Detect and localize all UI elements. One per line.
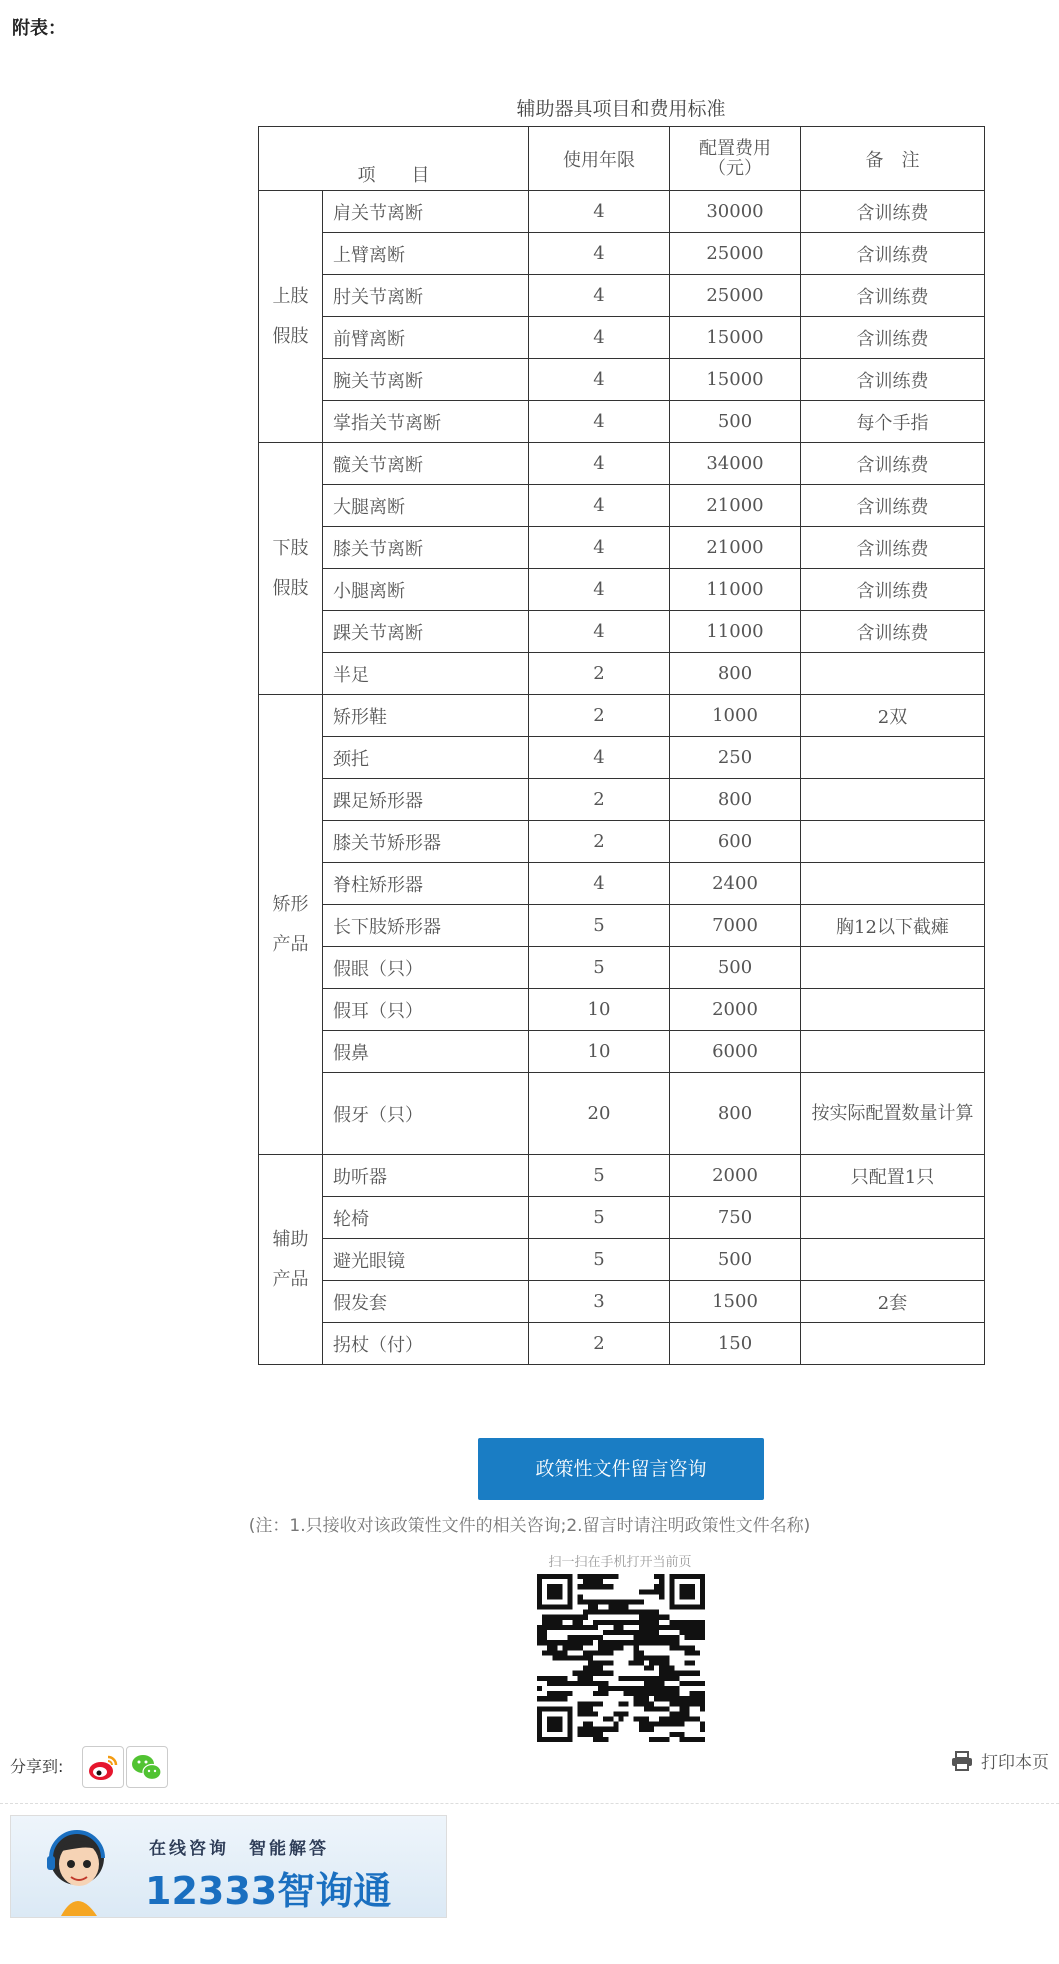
years-cell: 4	[529, 485, 670, 527]
cost-cell: 500	[670, 401, 801, 443]
note-cell	[801, 1031, 985, 1073]
item-cell: 腕关节离断	[323, 359, 529, 401]
table-row	[259, 527, 985, 569]
printer-icon	[951, 1751, 973, 1771]
years-cell: 4	[529, 527, 670, 569]
note-cell	[801, 821, 985, 863]
item-cell: 小腿离断	[323, 569, 529, 611]
cost-cell: 800	[670, 779, 801, 821]
years-cell: 5	[529, 1197, 670, 1239]
years-cell: 4	[529, 569, 670, 611]
wechat-icon	[127, 1747, 167, 1787]
years-cell: 5	[529, 1155, 670, 1197]
share-label: 分享到:	[10, 1757, 64, 1776]
consult-button[interactable]: 政策性文件留言咨询	[478, 1438, 764, 1500]
item-cell: 假发套	[323, 1281, 529, 1323]
item-cell: 踝足矫形器	[323, 779, 529, 821]
note-cell	[801, 653, 985, 695]
cost-cell: 21000	[670, 485, 801, 527]
cost-cell: 500	[670, 1239, 801, 1281]
years-cell: 4	[529, 443, 670, 485]
banner-brand: 12333智询通	[145, 1869, 392, 1913]
note-cell: 含训练费	[801, 527, 985, 569]
years-cell: 3	[529, 1281, 670, 1323]
cost-cell: 2000	[670, 989, 801, 1031]
note-cell	[801, 779, 985, 821]
table-row	[259, 905, 985, 947]
cost-cell: 150	[670, 1323, 801, 1365]
item-cell: 肘关节离断	[323, 275, 529, 317]
years-cell: 4	[529, 737, 670, 779]
header-item: 项 目	[259, 127, 529, 191]
table-row	[259, 1197, 985, 1239]
years-cell: 5	[529, 1239, 670, 1281]
years-cell: 20	[529, 1073, 670, 1155]
item-cell: 避光眼镜	[323, 1239, 529, 1281]
years-cell: 2	[529, 1323, 670, 1365]
years-cell: 4	[529, 275, 670, 317]
cost-cell: 15000	[670, 359, 801, 401]
item-cell: 大腿离断	[323, 485, 529, 527]
years-cell: 4	[529, 317, 670, 359]
table-title: 辅助器具项目和费用标准	[516, 98, 726, 120]
table-row	[259, 443, 985, 485]
note-cell: 胸12以下截瘫	[801, 905, 985, 947]
item-cell: 掌指关节离断	[323, 401, 529, 443]
cost-cell: 250	[670, 737, 801, 779]
item-cell: 半足	[323, 653, 529, 695]
note-cell: 含训练费	[801, 359, 985, 401]
years-cell: 5	[529, 947, 670, 989]
item-cell: 矫形鞋	[323, 695, 529, 737]
table-row	[259, 989, 985, 1031]
table-row	[259, 569, 985, 611]
table-row	[259, 947, 985, 989]
years-cell: 2	[529, 821, 670, 863]
table-row	[259, 779, 985, 821]
table-row	[259, 1073, 985, 1155]
years-cell: 2	[529, 779, 670, 821]
banner-slogan: 在线咨询 智能解答	[149, 1839, 329, 1859]
cost-cell: 7000	[670, 905, 801, 947]
item-cell: 踝关节离断	[323, 611, 529, 653]
years-cell: 10	[529, 989, 670, 1031]
years-cell: 2	[529, 653, 670, 695]
cost-cell: 15000	[670, 317, 801, 359]
item-cell: 假牙（只）	[323, 1073, 529, 1155]
table-row	[259, 695, 985, 737]
years-cell: 10	[529, 1031, 670, 1073]
note-cell	[801, 989, 985, 1031]
print-label: 打印本页	[981, 1753, 1049, 1773]
cost-cell: 11000	[670, 569, 801, 611]
table-row	[259, 737, 985, 779]
note-cell: 含训练费	[801, 611, 985, 653]
cost-cell: 34000	[670, 443, 801, 485]
years-cell: 4	[529, 191, 670, 233]
item-cell: 上臂离断	[323, 233, 529, 275]
table-row	[259, 233, 985, 275]
table-row	[259, 1239, 985, 1281]
table-header-row	[259, 127, 985, 191]
item-cell: 助听器	[323, 1155, 529, 1197]
cost-cell: 750	[670, 1197, 801, 1239]
item-cell: 前臂离断	[323, 317, 529, 359]
item-cell: 假鼻	[323, 1031, 529, 1073]
cost-cell: 25000	[670, 233, 801, 275]
cost-cell: 1000	[670, 695, 801, 737]
wechat-share-button[interactable]	[126, 1746, 168, 1788]
weibo-share-button[interactable]	[82, 1746, 124, 1788]
note-cell: 含训练费	[801, 569, 985, 611]
attachment-label: 附表：	[12, 18, 66, 39]
cost-cell: 2400	[670, 863, 801, 905]
note-cell	[801, 947, 985, 989]
note-cell: 2套	[801, 1281, 985, 1323]
note-cell: 只配置1只	[801, 1155, 985, 1197]
note-cell: 含训练费	[801, 191, 985, 233]
customer-service-avatar-icon	[33, 1822, 125, 1916]
table-row	[259, 401, 985, 443]
cost-cell: 11000	[670, 611, 801, 653]
note-cell	[801, 863, 985, 905]
item-cell: 髋关节离断	[323, 443, 529, 485]
cost-cell: 600	[670, 821, 801, 863]
table-row	[259, 821, 985, 863]
table-row	[259, 1323, 985, 1365]
item-cell: 假耳（只）	[323, 989, 529, 1031]
table-row	[259, 485, 985, 527]
item-cell: 膝关节矫形器	[323, 821, 529, 863]
item-cell: 膝关节离断	[323, 527, 529, 569]
note-cell: 每个手指	[801, 401, 985, 443]
cost-cell: 2000	[670, 1155, 801, 1197]
item-cell: 长下肢矫形器	[323, 905, 529, 947]
years-cell: 4	[529, 401, 670, 443]
qr-code	[537, 1574, 705, 1742]
table-row	[259, 275, 985, 317]
note-cell: 含训练费	[801, 233, 985, 275]
item-cell: 拐杖（付）	[323, 1323, 529, 1365]
table-row	[259, 191, 985, 233]
table-row	[259, 1155, 985, 1197]
years-cell: 4	[529, 863, 670, 905]
cost-cell: 800	[670, 653, 801, 695]
cost-cell: 1500	[670, 1281, 801, 1323]
table-row	[259, 653, 985, 695]
print-page-link[interactable]	[951, 1748, 1049, 1773]
note-cell	[801, 737, 985, 779]
item-cell: 轮椅	[323, 1197, 529, 1239]
table-row	[259, 359, 985, 401]
note-cell: 含训练费	[801, 443, 985, 485]
item-cell: 脊柱矫形器	[323, 863, 529, 905]
note-cell: 含训练费	[801, 485, 985, 527]
category-cell: 辅助 产品	[259, 1155, 323, 1365]
cost-cell: 25000	[670, 275, 801, 317]
years-cell: 4	[529, 611, 670, 653]
table-row	[259, 1281, 985, 1323]
note-cell	[801, 1239, 985, 1281]
weibo-icon	[83, 1747, 123, 1787]
note-cell: 按实际配置数量计算	[801, 1073, 985, 1155]
item-cell: 颈托	[323, 737, 529, 779]
consult-banner[interactable]	[10, 1815, 447, 1918]
cost-cell: 6000	[670, 1031, 801, 1073]
years-cell: 4	[529, 359, 670, 401]
header-cost: 配置费用 （元）	[670, 127, 801, 191]
note-cell: 含训练费	[801, 275, 985, 317]
years-cell: 4	[529, 233, 670, 275]
header-years: 使用年限	[529, 127, 670, 191]
item-cell: 假眼（只）	[323, 947, 529, 989]
years-cell: 5	[529, 905, 670, 947]
table-row	[259, 611, 985, 653]
cost-cell: 800	[670, 1073, 801, 1155]
note-cell: 2双	[801, 695, 985, 737]
table-row	[259, 863, 985, 905]
fee-standard-table	[258, 126, 985, 1365]
years-cell: 2	[529, 695, 670, 737]
category-cell: 上肢 假肢	[259, 191, 323, 443]
table-row	[259, 1031, 985, 1073]
cost-cell: 500	[670, 947, 801, 989]
table-row	[259, 317, 985, 359]
cost-cell: 30000	[670, 191, 801, 233]
consult-note: (注：1.只接收对该政策性文件的相关咨询;2.留言时请注明政策性文件名称)	[248, 1516, 811, 1536]
category-cell: 下肢 假肢	[259, 443, 323, 695]
note-cell	[801, 1197, 985, 1239]
cost-cell: 21000	[670, 527, 801, 569]
item-cell: 肩关节离断	[323, 191, 529, 233]
header-note: 备 注	[801, 127, 985, 191]
category-cell: 矫形 产品	[259, 695, 323, 1155]
note-cell: 含训练费	[801, 317, 985, 359]
note-cell	[801, 1323, 985, 1365]
scan-qr-text: 扫一扫在手机打开当前页	[548, 1555, 692, 1570]
divider	[0, 1803, 1059, 1804]
